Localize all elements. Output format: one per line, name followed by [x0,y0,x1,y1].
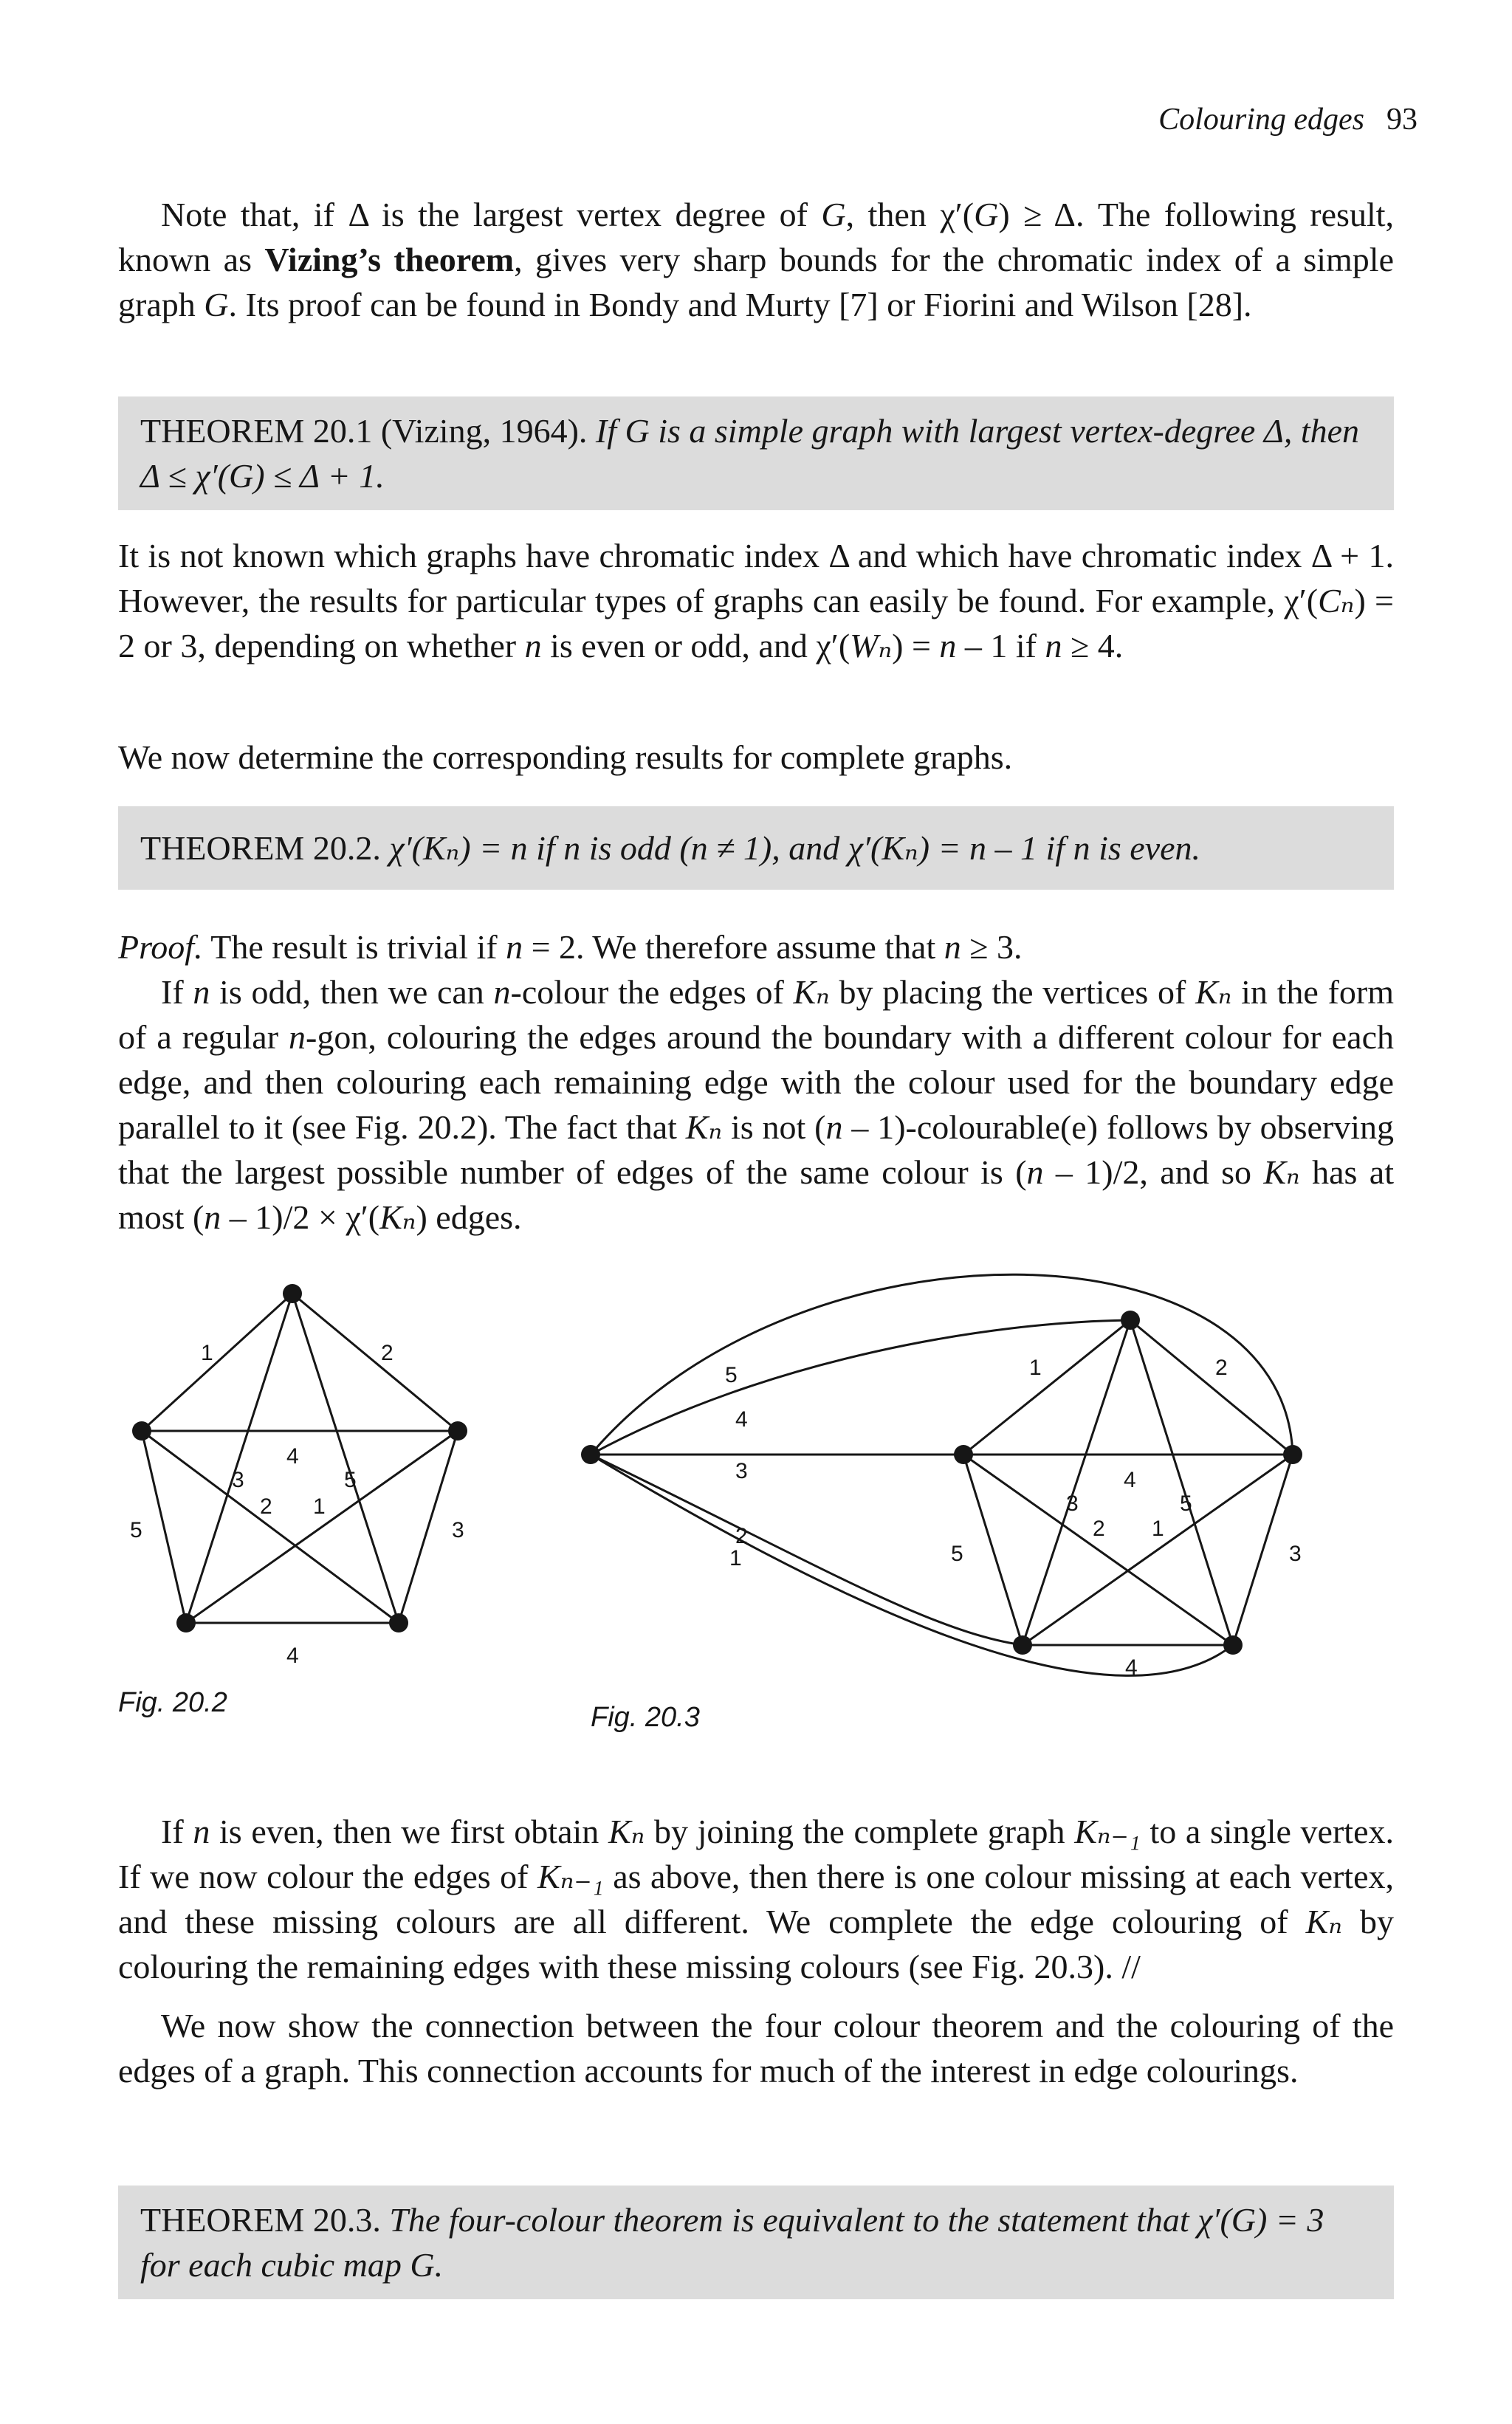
section-title: Colouring edges [1158,103,1364,137]
edge-label: 5 [1180,1491,1192,1516]
running-header [1158,102,1418,137]
figure-20-3-k6 [576,1270,1403,1683]
theorem-20-1 [118,396,1394,510]
edge-label: 1 [1029,1356,1042,1380]
edge-label: 5 [344,1468,357,1492]
edge-label: 3 [452,1518,464,1542]
theorem-20-2 [118,806,1394,890]
paragraph-odd-case: If n is odd, then we can n-colour the edges of Kₙ by placing the vertices of Kₙ in the form of a regular n-gon, colouring the edges around the boundary with a different colour for each edge, and then colouring each remaining edge with the colour used for the boundary edge parallel to it (see Fig. 20.2). The fact that Kₙ is not (n – 1)-colourable(e) follows by observing that the largest possible number of edges of the same colour is (n – 1)/2, and so Kₙ has at most (n – 1)/2 × χ′(Kₙ) edges. [118,973,1395,1236]
edge-label: 4 [1125,1655,1138,1680]
edge-label: 5 [951,1542,963,1566]
edge-label: 2 [1093,1517,1105,1541]
paragraph-chromatic-index: It is not known which graphs have chromatic index Δ and which have chromatic index Δ + 1. However, the results for particular types of graphs can easily be found. For example, χ′(Cₙ) = 2 or 3, depending on whether n is even or odd, and χ′(Wₙ) = n – 1 if n ≥ 4. [118,537,1395,665]
edge-label: 4 [286,1444,299,1469]
edge-label: 1 [313,1494,326,1519]
edge-label: 2 [735,1524,748,1548]
edge-label: 2 [260,1494,272,1519]
theorem-statement: If G is a simple graph with largest vertex-degree Δ, then Δ ≤ χ′(G) ≤ Δ + 1. [140,412,1360,495]
paragraph-even-case: If n is even, then we first obtain Kₙ by joining the complete graph Kₙ₋₁ to a single vertex. If we now colour the edges of Kₙ₋₁ as above, then there is one colour missing at each vertex, and these missing colours are all different. We complete the edge colouring of Kₙ by colouring the remaining edges with these missing colours (see Fig. 20.3). // [118,1813,1395,1985]
figure-20-2-k5 [96,1270,539,1683]
figure-20-2-caption: Fig. 20.2 [118,1687,227,1718]
figure-20-3-caption: Fig. 20.3 [591,1702,700,1733]
edge-label: 5 [725,1363,738,1387]
proof-paragraph: Proof. The result is trivial if n = 2. We therefore assume that n ≥ 3. [118,928,1023,966]
edge-label: 2 [1215,1356,1228,1380]
theorem-statement: The four-colour theorem is equivalent to the statement that χ′(G) = 3 for each cubic map G. [140,2201,1324,2284]
edge-label: 5 [130,1518,142,1542]
edge-label: 3 [232,1468,244,1492]
edge-label: 2 [381,1341,394,1365]
edge-label: 4 [1124,1468,1136,1492]
paragraph-complete-graphs: We now determine the corresponding results for complete graphs. [118,738,1013,776]
edge-label: 3 [1066,1491,1079,1516]
edge-label: 4 [286,1644,299,1668]
paragraph-four-colour: We now show the connection between the four colour theorem and the colouring of the edges of a graph. This connection accounts for much of the interest in edge colourings. [118,2007,1394,2090]
edge-label: 3 [1289,1542,1302,1566]
edge-label: 1 [729,1546,742,1570]
theorem-statement: χ′(Kₙ) = n if n is odd (n ≠ 1), and χ′(Kₙ) = n – 1 if n is even. [380,829,1201,867]
edge-label: 4 [735,1407,748,1432]
theorem-label: THEOREM 20.3. [140,2201,381,2239]
theorem-20-3 [118,2186,1394,2299]
theorem-label: THEOREM 20.1 (Vizing, 1964). [140,412,588,450]
proof-label: Proof. [118,928,203,966]
vizing-theorem-term: Vizing’s theorem [264,241,515,278]
theorem-label: THEOREM 20.2. [140,829,381,867]
edge-label: 1 [1152,1517,1164,1541]
paragraph-vizing-intro: Note that, if Δ is the largest vertex degree of G, then χ′(G) ≥ Δ. The following result, known as Vizing’s theorem, gives very sharp bounds for the chromatic index of a simple graph G. Its proof can be found in Bondy and Murty [7] or Fiorini and Wilson [28]. [118,196,1394,323]
edge-label: 1 [201,1341,213,1365]
page-number: 93 [1386,103,1418,137]
edge-label: 3 [735,1459,748,1483]
